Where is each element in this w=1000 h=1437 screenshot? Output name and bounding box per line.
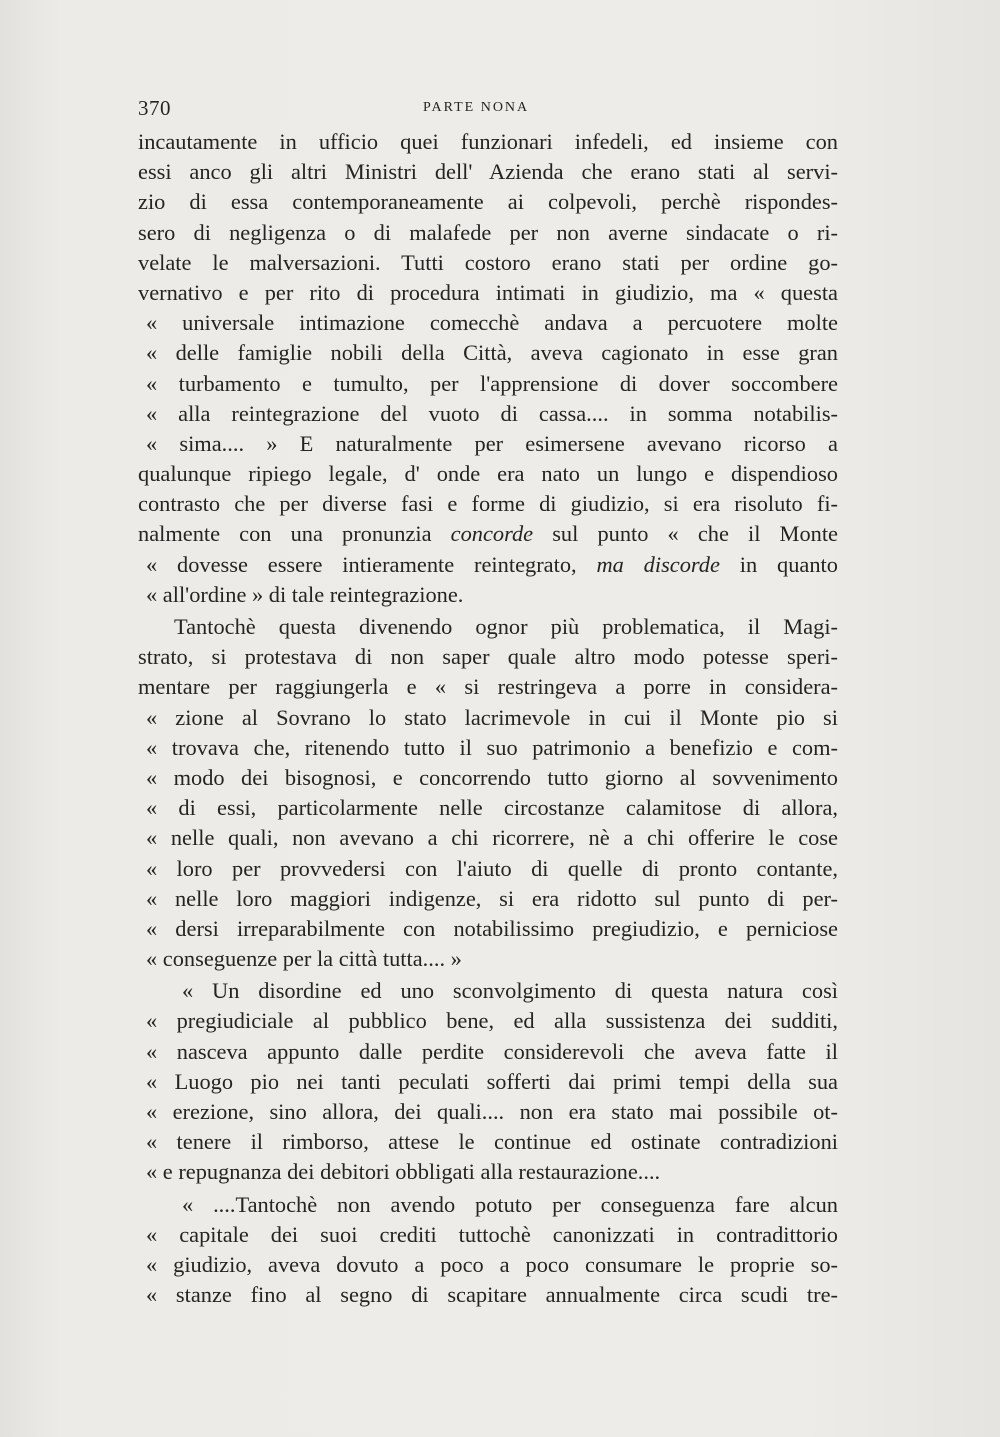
quoted-line: « stanze fino al segno di scapitare annualmente circa scudi tre- bbox=[146, 1282, 838, 1308]
italic-term-ma-discorde: ma discorde bbox=[596, 551, 720, 577]
text-line: velate le malversazioni. Tutti costoro erano stati per ordine go- bbox=[138, 249, 838, 275]
text-line: sero di negligenza o di malafede per non averne sindacate o ri- bbox=[138, 219, 838, 245]
page-header bbox=[138, 96, 838, 126]
quoted-line: « universale intimazione comecchè andava a percuotere molte bbox=[146, 310, 838, 336]
quoted-line: « di essi, particolarmente nelle circostanze calamitose di allora, bbox=[146, 795, 838, 821]
text-segment: sul punto « che il Monte bbox=[533, 521, 839, 547]
quoted-line: « delle famiglie nobili della Città, aveva cagionato in esse gran bbox=[146, 340, 838, 366]
quoted-line: « nelle quali, non avevano a chi ricorrere, nè a chi offerire le cose bbox=[146, 825, 838, 851]
quoted-line: « sima.... » E naturalmente per esimersene avevano ricorso a bbox=[146, 430, 838, 456]
quoted-line: « erezione, sino allora, dei quali.... non era stato mai possibile ot- bbox=[146, 1099, 838, 1124]
text-segment: nalmente con una pronunzia bbox=[138, 521, 451, 547]
quoted-line: « modo dei bisognosi, e concorrendo tutto giorno al sovvenimento bbox=[146, 764, 838, 790]
quoted-line: « trovava che, ritenendo tutto il suo patrimonio a benefizio e com- bbox=[146, 734, 838, 760]
quoted-line: « nasceva appunto dalle perdite considerevoli che aveva fatte il bbox=[146, 1038, 838, 1064]
quoted-line: « e repugnanza dei debitori obbligati alla restaurazione.... bbox=[146, 1159, 661, 1185]
paragraph-2 bbox=[138, 612, 838, 974]
quoted-line: « giudizio, aveva dovuto a poco a poco consumare le proprie so- bbox=[146, 1251, 838, 1277]
quoted-line: « pregiudiciale al pubblico bene, ed alla sussistenza dei sudditi, bbox=[146, 1008, 838, 1034]
quoted-line: « ....Tantochè non avendo potuto per conseguenza fare alcun bbox=[182, 1191, 838, 1217]
page-number: 370 bbox=[138, 96, 171, 120]
text-segment: « dovesse essere intieramente reintegrato, bbox=[146, 551, 597, 577]
text-line: vernativo e per rito di procedura intimati in giudizio, ma « questa bbox=[138, 279, 838, 305]
running-head: PARTE NONA bbox=[423, 100, 530, 115]
text-line: Tantochè questa divenendo ognor più problematica, il Magi- bbox=[174, 614, 838, 639]
paragraph-3 bbox=[138, 976, 838, 1187]
quoted-line: « conseguenze per la città tutta.... » bbox=[146, 946, 462, 972]
text-line: zio di essa contemporaneamente ai colpevoli, perchè rispondes- bbox=[138, 189, 838, 215]
paragraph-4 bbox=[138, 1190, 838, 1311]
quoted-line: « loro per provvedersi con l'aiuto di quelle di pronto contante, bbox=[146, 855, 838, 881]
text-line: strato, si protestava di non saper quale altro modo potesse speri- bbox=[138, 644, 838, 670]
text-line: mentare per raggiungerla e « si restringeva a porre in considera- bbox=[138, 674, 838, 700]
quoted-line: « dersi irreparabilmente con notabilissimo pregiudizio, e perniciose bbox=[146, 915, 838, 941]
text-line-with-italic bbox=[138, 519, 838, 549]
quoted-line: « turbamento e tumulto, per l'apprensione di dover soccombere bbox=[146, 370, 838, 396]
text-line: contrasto che per diverse fasi e forme di giudizio, si era risoluto fi- bbox=[138, 491, 838, 517]
text-line: essi anco gli altri Ministri dell' Azienda che erano stati al servi- bbox=[138, 159, 838, 185]
text-segment: in quanto bbox=[719, 551, 838, 577]
quoted-line: « alla reintegrazione del vuoto di cassa.... in somma notabilis- bbox=[146, 400, 838, 426]
quoted-line: « Un disordine ed uno sconvolgimento di questa natura così bbox=[182, 978, 838, 1004]
text-line: qualunque ripiego legale, d' onde era nato un lungo e dispendioso bbox=[138, 461, 838, 487]
quoted-line: « nelle loro maggiori indigenze, si era ridotto sul punto di per- bbox=[146, 885, 838, 911]
italic-term-concorde: concorde bbox=[450, 521, 534, 547]
quoted-line: « zione al Sovrano lo stato lacrimevole in cui il Monte pio si bbox=[146, 704, 838, 730]
quoted-line: « Luogo pio nei tanti peculati sofferti dai primi tempi della sua bbox=[146, 1068, 838, 1094]
quoted-line-with-italic bbox=[138, 550, 838, 580]
quoted-line: « tenere il rimborso, attese le continue ed ostinate contradizioni bbox=[146, 1129, 838, 1155]
quoted-line: « capitale dei suoi crediti tuttochè canonizzati in contradittorio bbox=[146, 1221, 838, 1247]
body-text bbox=[138, 127, 838, 1310]
quoted-line: « all'ordine » di tale reintegrazione. bbox=[146, 581, 464, 607]
paragraph-1 bbox=[138, 127, 838, 610]
text-line: incautamente in ufficio quei funzionari infedeli, ed insieme con bbox=[138, 129, 838, 154]
